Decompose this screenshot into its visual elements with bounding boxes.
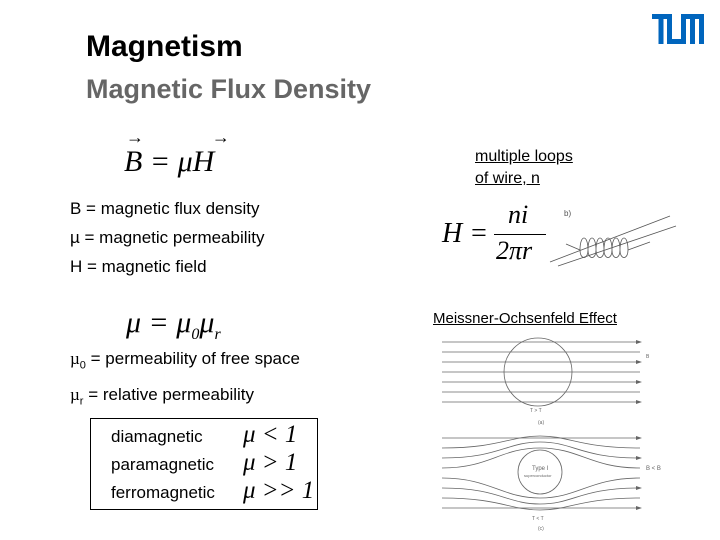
definition-mur: µ$_r$ = relative permeability — [70, 385, 255, 408]
definition-mu: µ = magnetic permeability — [70, 228, 265, 247]
svg-text:(c): (c) — [538, 526, 544, 532]
definition-h: H = magnetic field — [70, 257, 207, 276]
page-subtitle: Magnetic Flux Density — [86, 74, 372, 104]
definition-b: B = magnetic flux density — [70, 199, 260, 218]
svg-text:B: B — [646, 354, 650, 360]
page-title: Magnetism — [86, 30, 243, 63]
definitions-block-1 — [70, 194, 265, 281]
equation-mu-relation: $\mu = \mu_0\mu_r$ — [126, 306, 221, 343]
tum-logo — [652, 14, 704, 50]
svg-text:T > T: T > T — [530, 408, 542, 414]
relation-ferromagnetic: μ >> 1 — [243, 477, 315, 504]
material-ferromagnetic: ferromagnetic — [111, 483, 215, 502]
relation-paramagnetic: μ > 1 — [243, 449, 298, 476]
meissner-title: Meissner-Ochsenfeld Effect — [433, 310, 617, 327]
svg-text:B < B: B < B — [646, 466, 661, 472]
material-diamagnetic: diamagnetic — [111, 427, 203, 446]
svg-text:(a): (a) — [538, 420, 545, 426]
equation-b-mu-h: → B → = μH — [124, 127, 230, 178]
materials-box — [90, 418, 318, 510]
solenoid-figure — [540, 204, 680, 274]
meissner-figure-normal — [440, 334, 656, 426]
svg-text:superconductor: superconductor — [524, 473, 552, 478]
multiple-loops-note: multiple loops of wire, n — [475, 148, 573, 187]
svg-text:b): b) — [564, 209, 572, 218]
definitions-block-2 — [70, 344, 300, 417]
svg-text:Type I: Type I — [532, 466, 549, 472]
material-paramagnetic: paramagnetic — [111, 455, 215, 474]
equation-h-solenoid: H = ni 2πr — [442, 200, 552, 270]
relation-diamagnetic: μ < 1 — [243, 421, 298, 448]
definition-mu0: µ$_0$ = permeability of free space — [70, 349, 300, 372]
svg-text:T < T: T < T — [532, 516, 544, 522]
meissner-figure-superconducting — [440, 432, 676, 532]
